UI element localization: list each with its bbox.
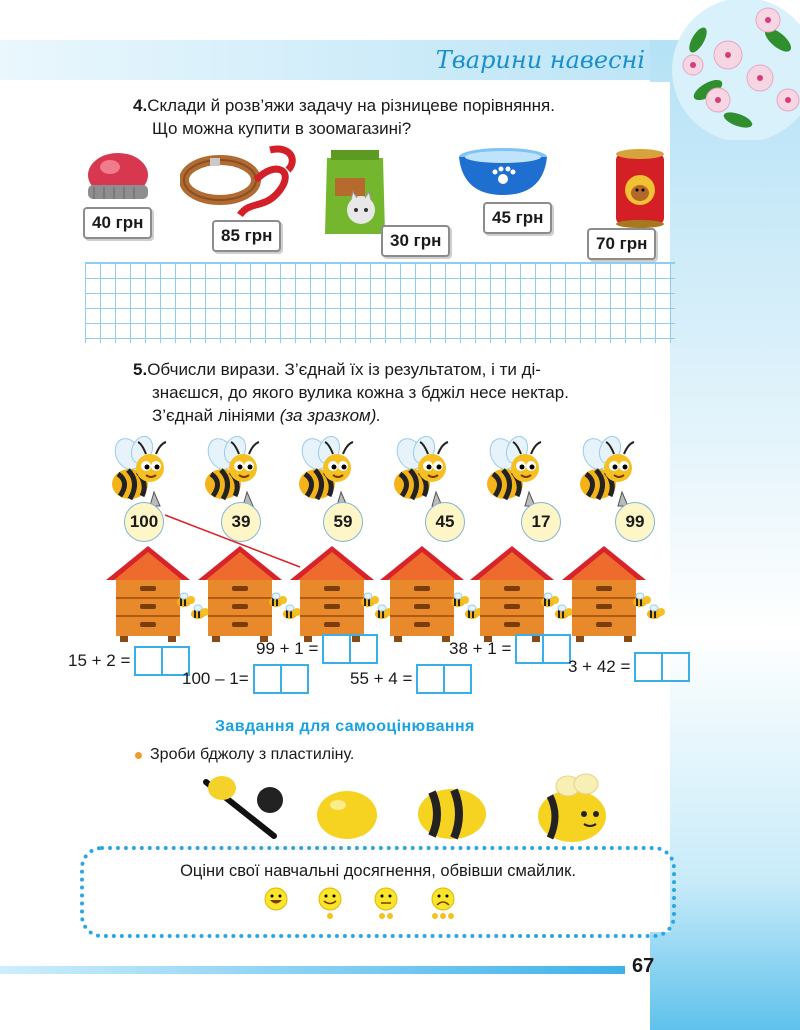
page-title: Тварини навесні: [435, 46, 645, 74]
dog-food-can-icon: [612, 148, 668, 228]
bee-number[interactable]: 39: [221, 502, 261, 542]
plasticine-oval-icon: [312, 785, 382, 843]
expression: [568, 652, 690, 682]
price-tag: 70 грн: [587, 228, 656, 260]
cat-food-bag-icon: [323, 148, 387, 236]
very-happy-smiley-icon[interactable]: [263, 886, 289, 912]
expression-text: 38 + 1 =: [449, 639, 512, 658]
task5-line3: З’єднай лініями: [152, 406, 280, 425]
answer-grid[interactable]: [85, 262, 675, 343]
answer-box[interactable]: [515, 634, 571, 664]
beehive-icon[interactable]: [560, 544, 670, 644]
expression-text: 3 + 42 =: [568, 657, 631, 676]
expression: [182, 664, 309, 694]
price-tag: 30 грн: [381, 225, 450, 257]
plasticine-bee-icon: [528, 770, 612, 846]
plasticine-and-stick-icon: [200, 770, 290, 845]
self-assessment-heading: Завдання для самооцінювання: [215, 718, 475, 735]
answer-box[interactable]: [416, 664, 472, 694]
blossom-branch-icon: [648, 0, 800, 140]
expression: [350, 664, 472, 694]
task4-number: 4.: [133, 96, 148, 115]
task5-line1: Обчисли вирази. З’єднай їх із результатом, і ти ді-: [147, 360, 541, 379]
bee-icon: [485, 436, 545, 508]
answer-box[interactable]: [322, 634, 378, 664]
footer-line: [0, 966, 625, 974]
brush-icon: [80, 145, 152, 205]
task4-text: [133, 94, 555, 140]
bee-number[interactable]: 45: [425, 502, 465, 542]
task5-number: 5.: [133, 360, 148, 379]
task5-line2: знаєшся, до якого вулика кожна з бджіл несе нектар.: [152, 383, 569, 402]
price-tag: 40 грн: [83, 207, 152, 239]
bee-icon: [392, 436, 452, 508]
bee-icon: [203, 436, 263, 508]
plasticine-striped-icon: [414, 782, 490, 844]
expression-text: 99 + 1 =: [256, 639, 319, 658]
task4-line2: Що можна купити в зоомагазині?: [152, 119, 412, 138]
task5-line3-italic: (за зразком).: [279, 406, 382, 425]
answer-box[interactable]: [253, 664, 309, 694]
bee-number[interactable]: 59: [323, 502, 363, 542]
expression-text: 15 + 2 =: [68, 651, 131, 670]
neutral-smiley-icon[interactable]: [372, 886, 400, 920]
bullet-text: Зроби бджолу з пластиліну.: [150, 746, 355, 763]
expression: [449, 634, 571, 664]
evaluation-text: Оціни свої навчальні досягнення, обвівши смайлик.: [180, 862, 576, 880]
bee-icon: [297, 436, 357, 508]
pet-bowl-icon: [453, 145, 553, 201]
collar-leash-icon: [180, 140, 300, 220]
expression: [68, 646, 190, 676]
bullet-item: [135, 746, 354, 764]
bee-number[interactable]: 100: [124, 502, 164, 542]
sad-smiley-icon[interactable]: [428, 886, 458, 920]
expression-text: 100 – 1=: [182, 669, 249, 688]
bee-icon: [578, 436, 638, 508]
expression: [256, 634, 378, 664]
bee-number[interactable]: 17: [521, 502, 561, 542]
answer-box[interactable]: [634, 652, 690, 682]
bee-icon: [110, 436, 170, 508]
page-number: 67: [632, 955, 655, 977]
price-tag: 45 грн: [483, 202, 552, 234]
bee-number[interactable]: 99: [615, 502, 655, 542]
price-tag: 85 грн: [212, 220, 281, 252]
expression-text: 55 + 4 =: [350, 669, 413, 688]
task4-line1: Склади й розв’яжи задачу на різницеве порівняння.: [147, 96, 555, 115]
happy-smiley-icon[interactable]: [317, 886, 343, 920]
task5-text: [133, 358, 569, 427]
bullet-dot-icon: [135, 752, 142, 759]
